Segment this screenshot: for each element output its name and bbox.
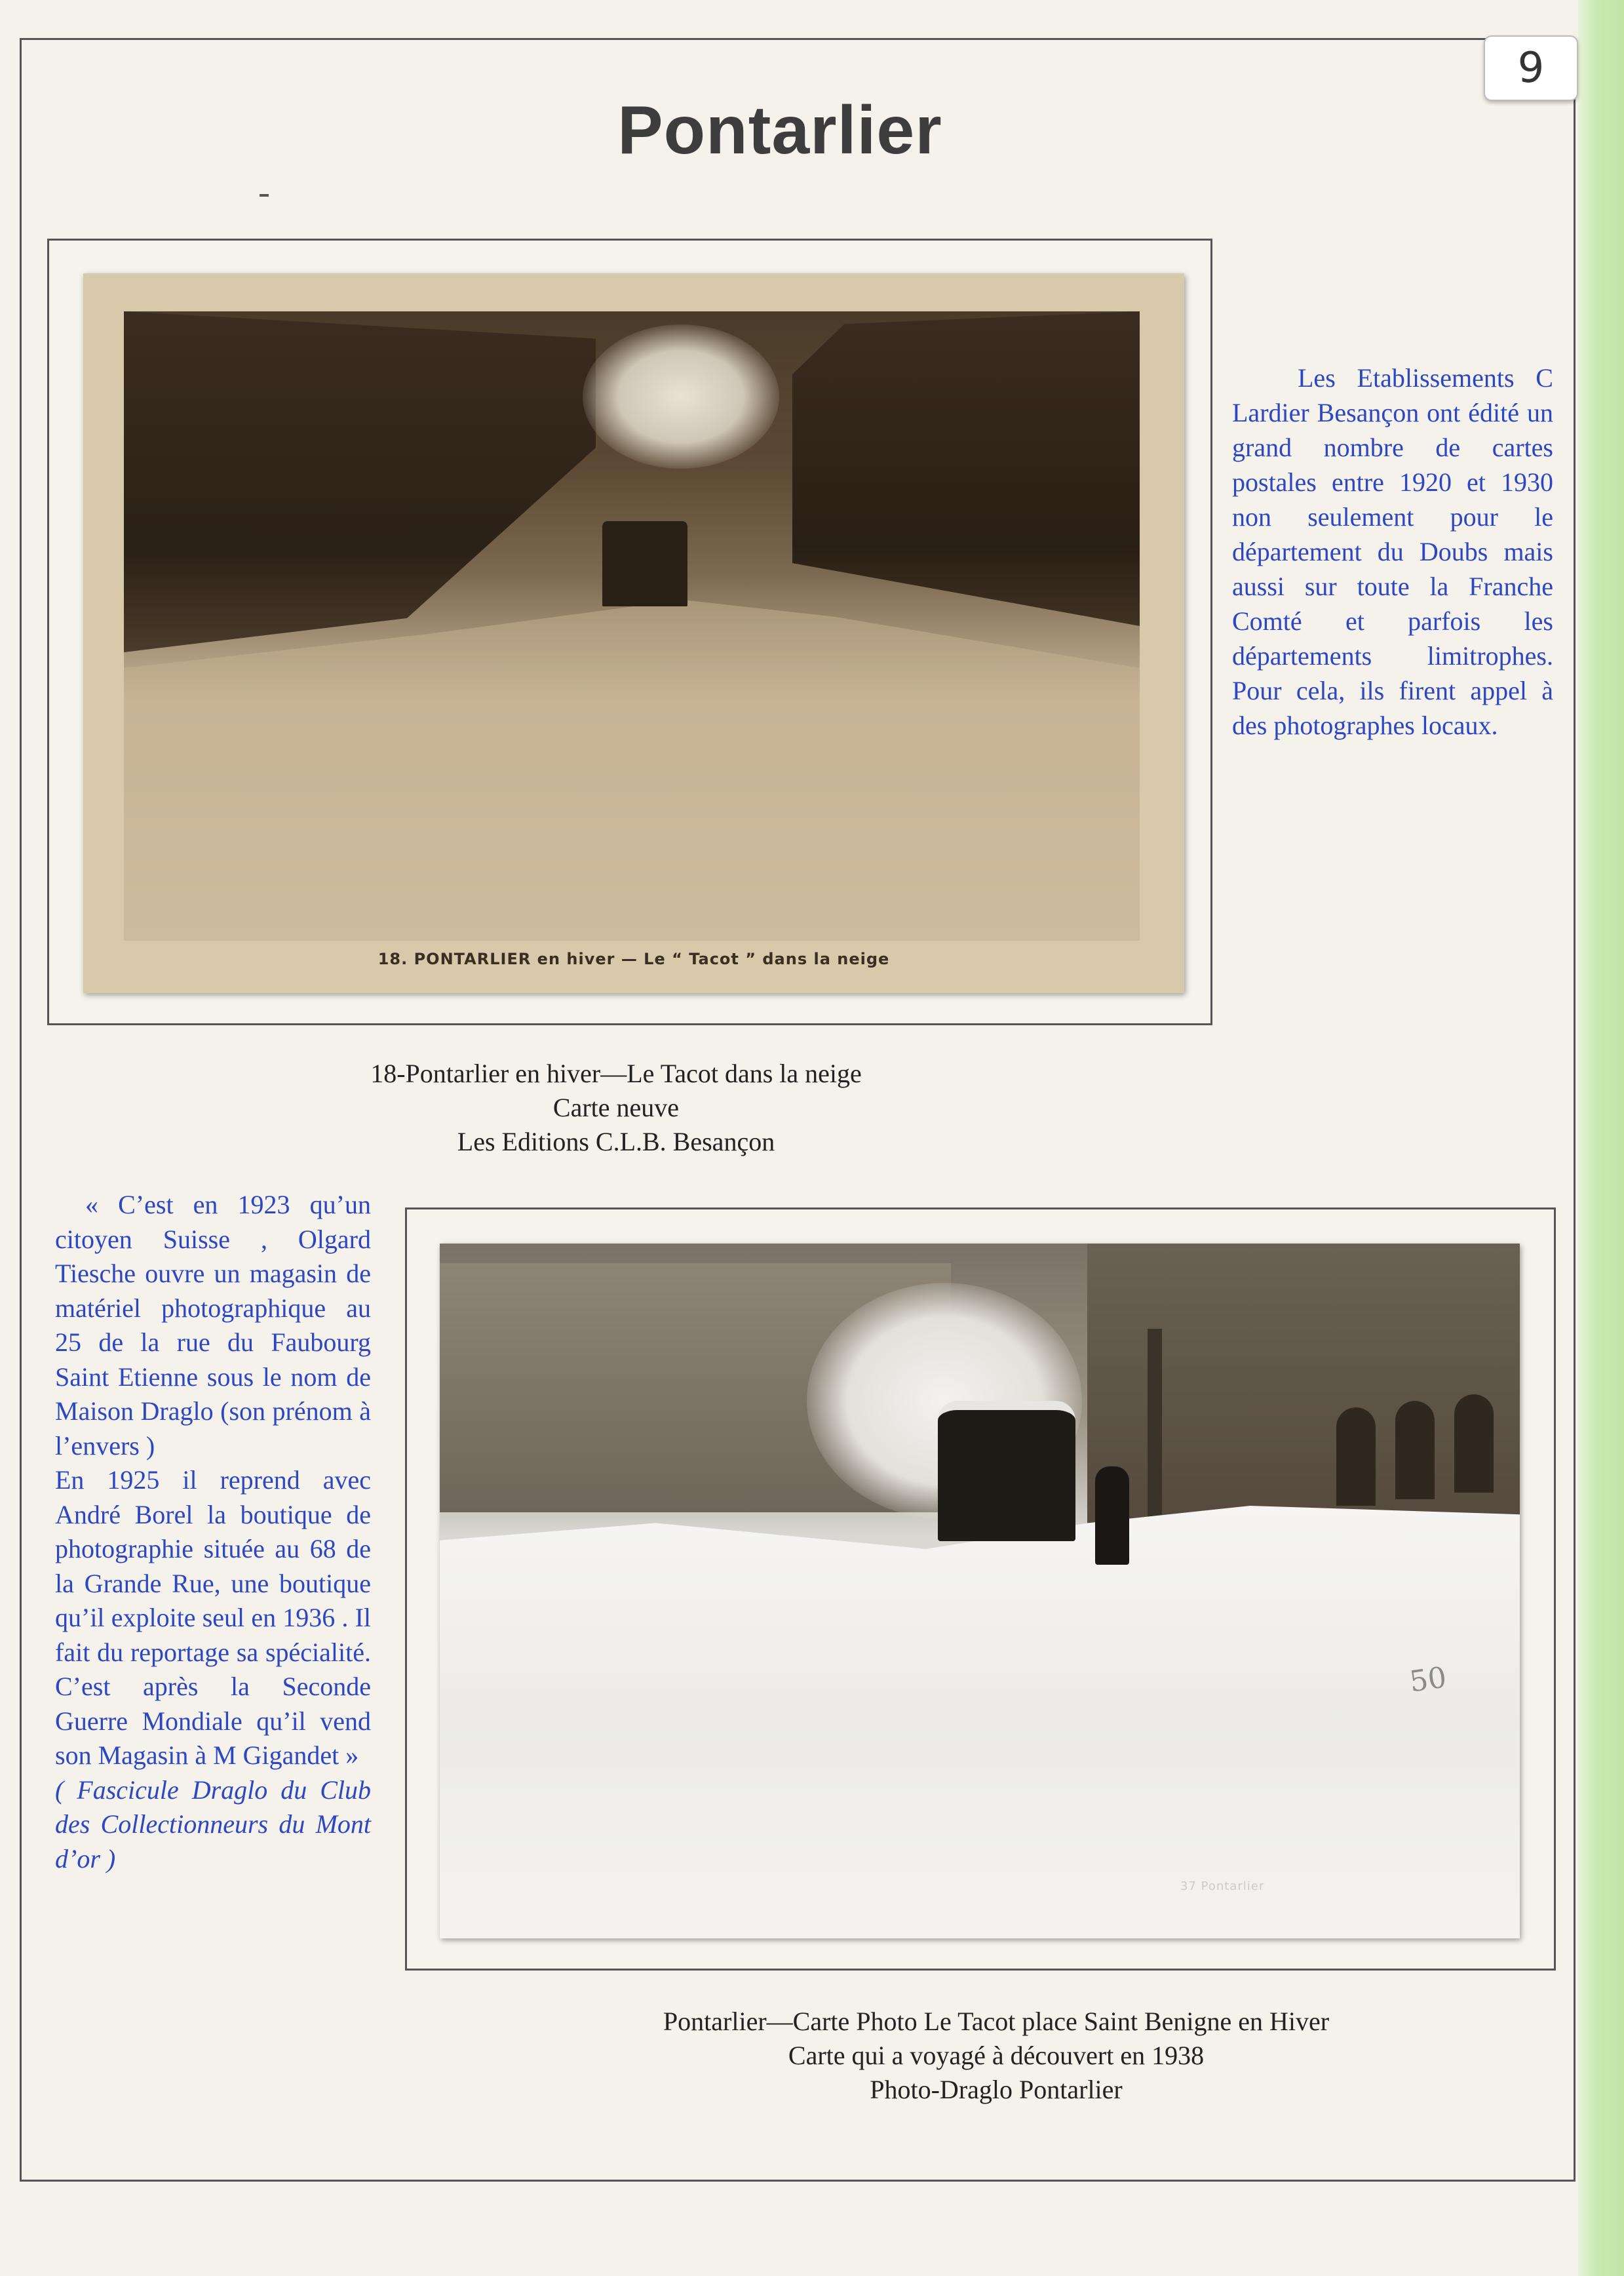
postcard-1-printed-caption: 18. PONTARLIER en hiver — Le “ Tacot ” dans la neige bbox=[377, 950, 890, 968]
snow-drifts bbox=[440, 1506, 1520, 1938]
quote-paragraph-1: « C’est en 1923 qu’un citoyen Suisse , Olgard Tiesche ouvre un magasin de matériel photographique au 25 de la rue du Faubourg Saint Etienne sous le nom de Maison Draglo (son prénom à l’envers ) bbox=[55, 1190, 371, 1461]
archway bbox=[1395, 1401, 1435, 1499]
postcard-2-photo bbox=[440, 1244, 1520, 1938]
pencil-mark bbox=[260, 194, 269, 197]
draglo-history-quote bbox=[55, 1188, 371, 1876]
publisher-note bbox=[1232, 361, 1553, 743]
postcard-1-frame bbox=[47, 239, 1212, 1025]
steam-cloud bbox=[583, 324, 779, 469]
tram-tacot bbox=[602, 521, 687, 606]
publisher-note-text: Les Etablissements C Lardier Besançon ont édité un grand nombre de cartes postales entre 1920 et 1930 non seulement pour le département du Doubs mais aussi sur toute la Franche Comté et parfois les départements limitrophes. Pour cela, ils firent appel à des photographes locaux. bbox=[1232, 363, 1553, 740]
caption-2-line-2: Carte qui a voyagé à découvert en 1938 bbox=[788, 2041, 1205, 2070]
photo-imprint: 37 Pontarlier bbox=[1180, 1879, 1265, 1893]
page-number-label: 9 bbox=[1484, 35, 1578, 101]
person-silhouette bbox=[1095, 1466, 1129, 1565]
left-buildings bbox=[124, 311, 596, 652]
postcard-1-photo bbox=[124, 311, 1140, 941]
snowy-tree bbox=[1148, 1329, 1162, 1545]
postcard-1 bbox=[83, 273, 1184, 993]
caption-1-line-1: 18-Pontarlier en hiver—Le Tacot dans la neige bbox=[370, 1059, 862, 1088]
page-title: Pontarlier bbox=[617, 92, 942, 168]
green-page-edge bbox=[1578, 0, 1624, 2276]
caption-2-line-1: Pontarlier—Carte Photo Le Tacot place Saint Benigne en Hiver bbox=[663, 2007, 1330, 2036]
quote-source: ( Fascicule Draglo du Club des Collectionneurs du Mont d’or ) bbox=[55, 1775, 371, 1874]
right-buildings bbox=[792, 311, 1140, 626]
postcard-2-caption bbox=[524, 2005, 1468, 2107]
caption-1-line-2: Carte neuve bbox=[552, 1093, 680, 1122]
caption-2-line-3: Photo-Draglo Pontarlier bbox=[870, 2075, 1123, 2104]
caption-1-line-3: Les Editions C.L.B. Besançon bbox=[457, 1127, 775, 1156]
postcard-2-frame bbox=[405, 1207, 1556, 1971]
snowy-street bbox=[124, 600, 1140, 941]
tram-tacot bbox=[938, 1401, 1075, 1541]
pencil-price-annotation: 50 bbox=[1407, 1660, 1449, 1699]
postcard-1-caption bbox=[288, 1057, 944, 1159]
archway bbox=[1454, 1394, 1494, 1493]
archway bbox=[1336, 1407, 1376, 1506]
quote-paragraph-2: En 1925 il reprend avec André Borel la boutique de photographie située au 68 de la Grande Rue, une boutique qu’il exploite seul en 1936 . Il fait du reportage sa spécialité. C’est après la Seconde Guerre Mondiale qu’il vend son Magasin à M Gigandet » bbox=[55, 1465, 371, 1770]
